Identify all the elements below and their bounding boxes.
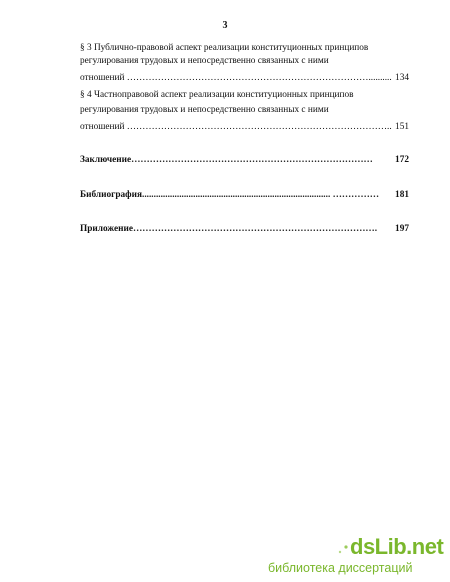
toc-bibliography-page: 181 [395,190,409,200]
toc-item-4-line-1: § 4 Частноправовой аспект реализации конституционных принципов [80,90,354,100]
page-number: 3 [222,20,228,31]
toc-conclusion-page: 172 [395,155,409,165]
toc-bibliography-label: Библиография................................................................................. …………… [80,190,380,200]
toc-item-4-line-3 [80,121,409,134]
toc-item-3-leader: отношений …………………………………………………………………….......... [80,73,392,83]
watermark-subtitle: библиотека диссертаций [268,561,413,575]
toc-item-3-page: 134 [395,73,409,83]
toc-item-3-line-3 [80,72,409,85]
watermark-logo: dsLib.net [350,534,444,559]
toc-conclusion [80,154,409,167]
toc-conclusion-label: Заключение…………………………………………………………………… [80,155,373,165]
toc-item-3-line-1: § 3 Публично-правовой аспект реализации конституционных принципов [80,43,369,53]
toc-appendix-page: 197 [395,224,409,234]
toc-item-4-page: 151 [395,122,409,132]
toc-item-4-leader: отношений ………………………………………………………………………….. [80,122,392,132]
toc-appendix-label: Приложение……………………………………………………………………. [80,224,378,234]
toc-item-4-line-2: регулирования трудовых и непосредственно связанных с ними [80,105,329,115]
toc-item-3-line-2: регулирования трудовых и непосредственно связанных с ними [80,56,329,66]
watermark [260,532,450,582]
toc-appendix [80,223,409,236]
toc-bibliography [80,189,409,202]
